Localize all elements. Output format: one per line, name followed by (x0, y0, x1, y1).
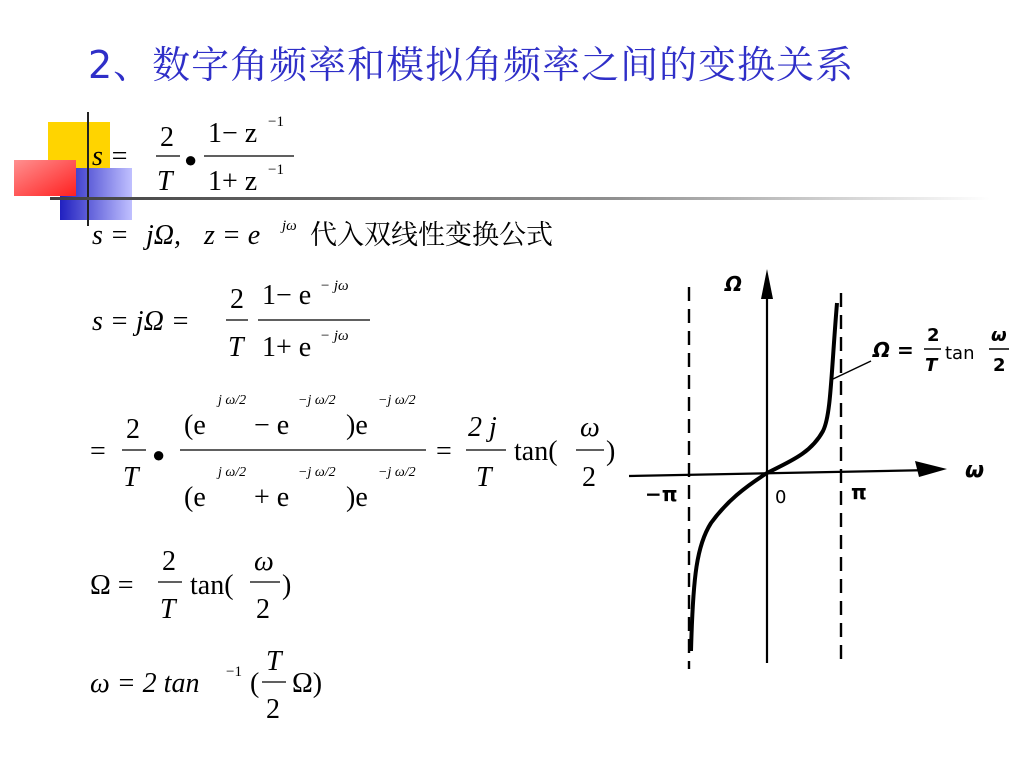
eq5-tan: tan( (190, 570, 234, 601)
formula-frac-num: 2 (927, 325, 940, 346)
eq4-den-sup3: −j ω/2 (378, 465, 416, 480)
eq3-frac2-num-sup: − jω (320, 278, 349, 294)
eq4-num-sup2: −j ω/2 (298, 393, 336, 408)
eq5-close: ) (282, 570, 292, 601)
formula-frac-den: T (925, 355, 938, 376)
eq4-num-sup3: −j ω/2 (378, 393, 416, 408)
eq1-frac2-den-sup: −1 (268, 162, 284, 178)
eq4-num-close: )e (346, 410, 368, 441)
equation-omega (88, 536, 318, 630)
eq4-frac1-num: 2 (126, 414, 140, 445)
y-axis-arrow (761, 269, 773, 299)
eq4-frac4-num: ω (580, 412, 600, 443)
x-axis-label: ω (965, 458, 985, 483)
eq5-frac2-den: 2 (256, 594, 270, 625)
tan-mapping-graph (615, 255, 1015, 675)
tan-curve (691, 303, 837, 651)
eq4-den-sup2: −j ω/2 (298, 465, 336, 480)
eq6-frac-num: T (266, 646, 282, 677)
x-axis (629, 470, 933, 476)
eq1-lhs: s = (92, 141, 129, 172)
eq4-num-sup1: j ω/2 (218, 393, 247, 408)
x-axis-arrow (915, 461, 947, 477)
tick-zero: 0 (775, 487, 787, 508)
eq4-tan: tan( (514, 436, 558, 467)
equation-omega-inverse (88, 636, 358, 730)
eq5-frac-den: T (160, 594, 176, 625)
equation-expansion (88, 380, 628, 520)
eq4-eqsign: = (90, 436, 106, 467)
y-axis-label: Ω (725, 272, 743, 296)
eq2-s: s = (92, 220, 129, 251)
eq4-frac3-den: T (476, 462, 492, 493)
equation-bilinear (88, 108, 328, 200)
eq3-frac1-num: 2 (230, 284, 244, 315)
eq6-rest: Ω) (292, 668, 323, 699)
eq3-frac2-den: 1+ e (262, 332, 312, 363)
formula-frac2-den: 2 (993, 355, 1006, 376)
tick-neg-pi: −π (645, 482, 678, 506)
eq2-z: z = e (204, 220, 261, 251)
eq2-jomega: jΩ, (146, 220, 182, 251)
eq1-frac2-num: 1− z (208, 118, 258, 149)
eq3-frac2-num: 1− e (262, 280, 312, 311)
tick-pi: π (851, 480, 867, 504)
eq1-frac1-num: 2 (160, 122, 174, 153)
eq4-den-open: (e (184, 482, 206, 513)
eq1-frac1-den: T (157, 166, 173, 197)
eq5-lhs: Ω = (90, 570, 134, 601)
eq6-open: ( (250, 668, 260, 699)
eq2-z-sup: jω (282, 218, 297, 234)
eq4-eq2: = (436, 436, 452, 467)
formula-tan: tan (945, 343, 975, 364)
formula-frac2-num: ω (991, 325, 1007, 346)
formula-leader (833, 361, 871, 379)
red-square (14, 160, 76, 196)
formula-lhs: Ω = (873, 338, 914, 362)
eq4-frac1-den: T (123, 462, 139, 493)
page-title: 2、数字角频率和模拟角频率之间的变换关系 (88, 43, 855, 87)
eq5-frac2-num: ω (254, 546, 274, 577)
eq3-frac2-den-sup: − jω (320, 328, 349, 344)
eq1-dot: ● (184, 147, 198, 172)
eq4-den-plus: + e (254, 482, 290, 513)
eq4-dot: ● (152, 442, 166, 467)
eq1-frac2-den: 1+ z (208, 166, 258, 197)
eq4-frac4-den: 2 (582, 462, 596, 493)
eq3-lhs: s = jΩ = (92, 306, 190, 337)
eq6-lhs: ω = 2 tan (90, 668, 200, 699)
eq3-frac1-den: T (228, 332, 244, 363)
eq5-frac-num: 2 (162, 546, 176, 577)
eq1-frac2-num-sup: −1 (268, 114, 284, 130)
eq4-close: ) (606, 436, 616, 467)
eq4-frac3-num: 2 j (468, 412, 497, 443)
eq4-num-open: (e (184, 410, 206, 441)
equation-s-jomega (88, 270, 388, 368)
eq6-sup: −1 (226, 664, 242, 680)
eq4-den-sup1: j ω/2 (218, 465, 247, 480)
eq4-num-minus: − e (254, 410, 290, 441)
equation-substitution (88, 210, 648, 256)
eq4-den-close: )e (346, 482, 368, 513)
eq2-text: 代入双线性变换公式 (310, 220, 553, 251)
eq6-frac-den: 2 (266, 694, 280, 725)
